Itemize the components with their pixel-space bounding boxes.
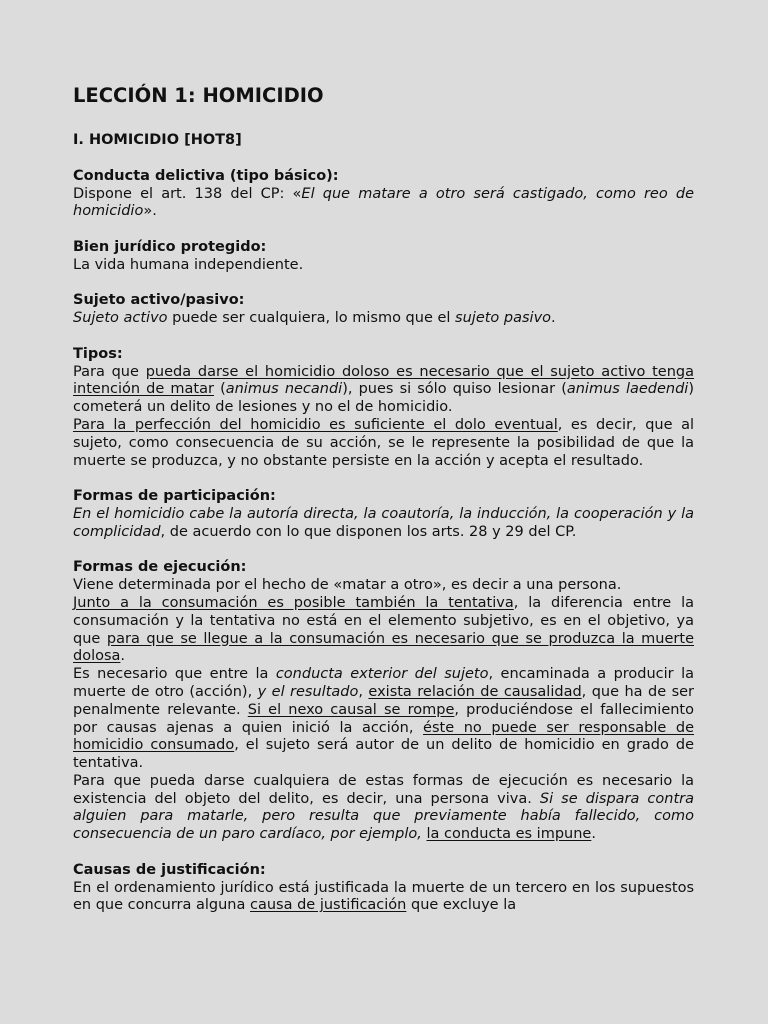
italic-text: animus laedendi: [566, 381, 689, 398]
text: ), pues si sólo quiso lesionar (: [342, 381, 567, 398]
underlined-text: Junto a la consumación es posible también la tentativa: [73, 594, 514, 611]
italic-text: En el homicidio cabe la autoría directa, la coautoría, la inducción, la cooperación y la complicidad: [73, 505, 694, 540]
italic-text: y el resultado: [257, 683, 359, 700]
text: (: [213, 381, 226, 398]
subheading-participacion: Formas de participación:: [73, 488, 276, 505]
underlined-text: para que se llegue a la consumación es necesario que se produzca la muerte dolosa: [73, 630, 694, 665]
paragraph: La vida humana independiente.: [73, 256, 304, 273]
underlined-text: exista relación de causalidad: [368, 683, 582, 700]
section-bien-juridico: [73, 239, 694, 275]
underlined-text: Para la perfección del homicidio es suficiente el dolo eventual: [73, 416, 558, 433]
text: , es decir, que al sujeto, como consecuencia de su acción, se le represente la posibilidad de que la muerte se produzca, y no obstante persiste en la acción y acepta el resultado.: [73, 416, 694, 469]
text: , de acuerdo con lo que disponen los arts. 28 y 29 del CP.: [160, 523, 577, 540]
text: , el sujeto será autor de un delito de homicidio en grado de tentativa.: [73, 737, 694, 772]
text: .: [591, 826, 596, 843]
text: En el ordenamiento jurídico está justificada la muerte de un tercero en los supuestos en que concurra alguna: [73, 879, 694, 914]
underlined-text: causa de justificación: [250, 897, 407, 914]
underlined-text: la conducta es impune: [426, 826, 592, 843]
text: puede ser cualquiera, lo mismo que el: [167, 310, 456, 327]
subheading-sujeto: Sujeto activo/pasivo:: [73, 292, 245, 309]
italic-text: Si se dispara contra alguien para matarle, pero resulta que previamente había fallecido, como consecuencia de un paro cardíaco, por ejemplo,: [73, 790, 694, 843]
text: , produciéndose el fallecimiento por causas ajenas a quien inició la acción,: [73, 701, 694, 736]
document-title: LECCIÓN 1: HOMICIDIO: [73, 84, 324, 107]
paragraph: [73, 417, 694, 470]
text: , encaminada a producir la muerte de otro (acción),: [73, 666, 695, 700]
section-justificacion: [73, 862, 694, 915]
italic-text: animus necandi: [225, 381, 343, 398]
text: , que ha de ser penalmente relevante.: [73, 683, 695, 718]
paragraph: [73, 310, 694, 328]
text: .: [551, 310, 556, 327]
underlined-text: éste no puede ser responsable de homicidio consumado: [73, 719, 694, 754]
subheading-tipos: Tipos:: [73, 345, 123, 362]
paragraph: [73, 186, 694, 222]
text: Dispone el art. 138 del CP: «: [73, 185, 302, 202]
italic-text: conducta exterior del sujeto: [275, 666, 489, 683]
paragraph: [73, 364, 694, 417]
text: ) cometerá un delito de lesiones y no el de homicidio.: [73, 381, 694, 416]
section-ejecucion: [73, 559, 694, 844]
subheading-conducta: Conducta delictiva (tipo básico):: [73, 167, 339, 184]
underlined-text: pueda darse el homicidio doloso es necesario que el sujeto activo tenga intención de matar: [73, 363, 694, 398]
italic-text: sujeto pasivo: [455, 310, 552, 327]
paragraph: [73, 506, 694, 542]
italic-text: Sujeto activo: [73, 310, 168, 327]
subheading-ejecucion: Formas de ejecución:: [73, 559, 247, 576]
text: .: [120, 648, 126, 665]
paragraph: [73, 666, 694, 773]
paragraph: [73, 595, 694, 666]
paragraph: Viene determinada por el hecho de «matar a otro», es decir a una persona.: [73, 577, 622, 594]
paragraph: [73, 880, 694, 916]
paragraph: [73, 773, 694, 844]
text: que excluye la: [406, 897, 517, 914]
subheading-justificacion: Causas de justificación:: [73, 861, 266, 878]
text: Para que: [73, 363, 146, 380]
text: Para que pueda darse cualquiera de estas formas de ejecución es necesario la existencia del objeto del delito, es decir, una persona viva.: [73, 772, 694, 807]
italic-quote: El que matare a otro será castigado, como reo de homicidio: [73, 185, 695, 220]
text: Es necesario que entre la: [73, 666, 276, 683]
text: ,: [358, 683, 369, 700]
underlined-text: Si el nexo causal se rompe: [247, 701, 455, 718]
section-heading: I. HOMICIDIO [HOT8]: [73, 132, 242, 148]
text: , la diferencia entre la consumación y la tentativa no está en el elemento subjetivo, es en el objetivo, ya que: [73, 594, 694, 647]
text: ».: [143, 203, 157, 220]
section-participacion: [73, 488, 694, 541]
subheading-bien-juridico: Bien jurídico protegido:: [73, 238, 267, 255]
section-tipos: [73, 346, 694, 471]
section-sujeto: [73, 292, 694, 328]
section-conducta: [73, 168, 694, 221]
